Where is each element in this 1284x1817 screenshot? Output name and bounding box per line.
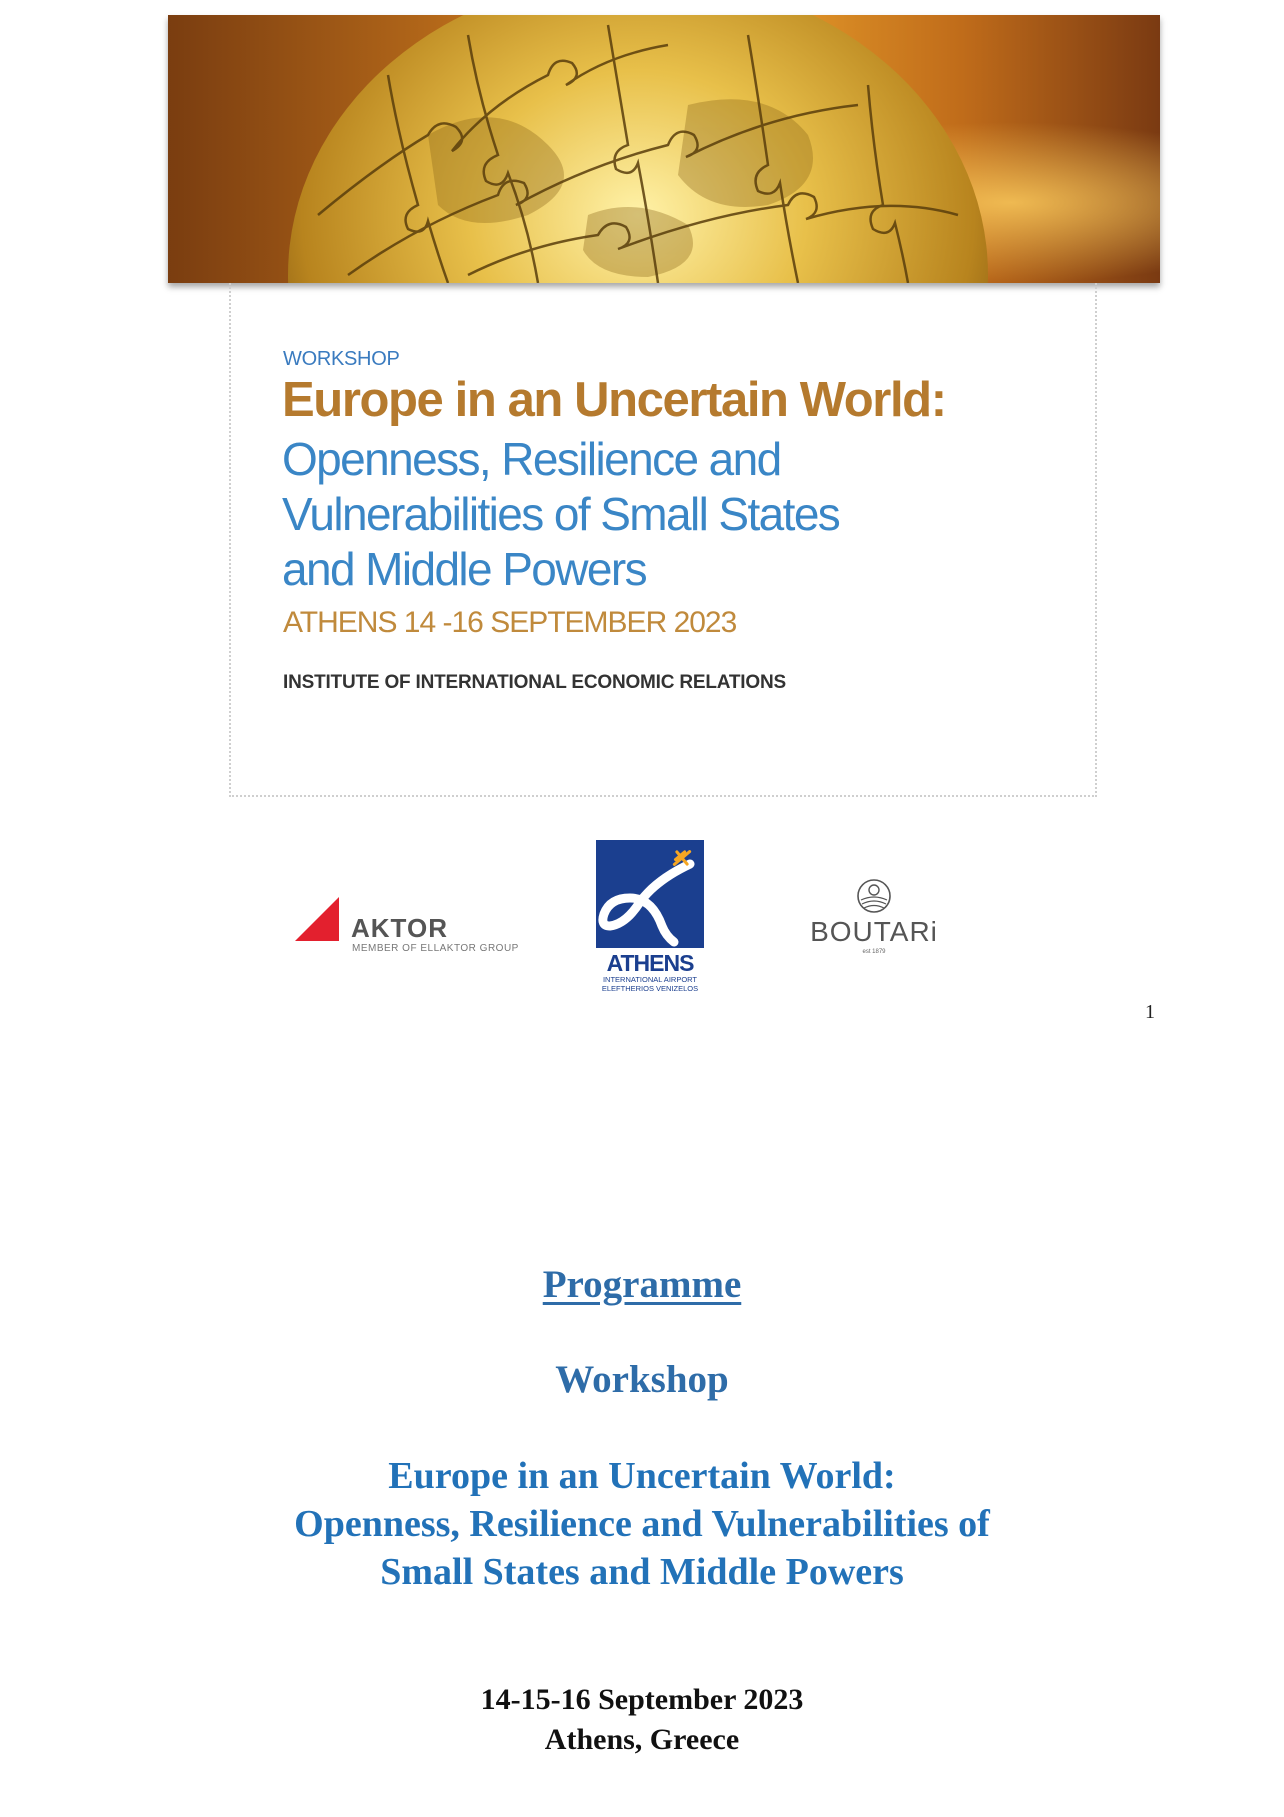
athens-alpha-plane-icon xyxy=(596,840,704,948)
athens-subtitle-line: ELEFTHERIOS VENIZELOS xyxy=(601,984,699,993)
programme-place: Athens, Greece xyxy=(544,1723,740,1756)
programme-date-place xyxy=(0,1680,1284,1760)
cover-subtitle xyxy=(282,432,982,597)
programme-title xyxy=(0,1452,1284,1596)
cover-dates: ATHENS 14 -16 SEPTEMBER 2023 xyxy=(283,606,737,639)
cover-kicker: WORKSHOP xyxy=(283,348,400,370)
cover-subtitle-line: and Middle Powers xyxy=(282,543,647,595)
boutari-emblem-icon xyxy=(854,878,894,914)
cover-title: Europe in an Uncertain World: xyxy=(282,373,946,427)
aktor-triangle-icon xyxy=(295,897,339,941)
cover-subtitle-line: Vulnerabilities of Small States xyxy=(282,488,840,540)
athens-subtitle xyxy=(596,975,704,993)
programme-title-line: Small States and Middle Powers xyxy=(380,1551,904,1593)
banner-image-puzzle-globe xyxy=(168,15,1160,283)
aktor-logo xyxy=(295,893,525,957)
programme-title-line: Openness, Resilience and Vulnerabilities of xyxy=(294,1503,990,1545)
programme-kicker: Workshop xyxy=(555,1358,729,1401)
cover-organizer: INSTITUTE OF INTERNATIONAL ECONOMIC RELATIONS xyxy=(283,672,786,693)
programme-heading: Programme xyxy=(542,1263,742,1306)
page-number: 1 xyxy=(1145,1001,1155,1023)
boutari-name: BOUTARi xyxy=(810,916,938,947)
programme-title-line: Europe in an Uncertain World: xyxy=(388,1455,896,1497)
boutari-logo xyxy=(800,878,950,958)
athens-airport-logo xyxy=(596,840,704,996)
cover-subtitle-line: Openness, Resilience and xyxy=(282,433,781,485)
athens-subtitle-line: INTERNATIONAL AIRPORT xyxy=(602,975,698,984)
aktor-name: AKTOR xyxy=(351,913,448,943)
aktor-tagline: MEMBER OF ELLAKTOR GROUP xyxy=(352,943,519,954)
athens-name: ATHENS xyxy=(606,950,694,976)
boutari-est: est 1879 xyxy=(862,949,886,955)
programme-date: 14-15-16 September 2023 xyxy=(480,1683,804,1716)
